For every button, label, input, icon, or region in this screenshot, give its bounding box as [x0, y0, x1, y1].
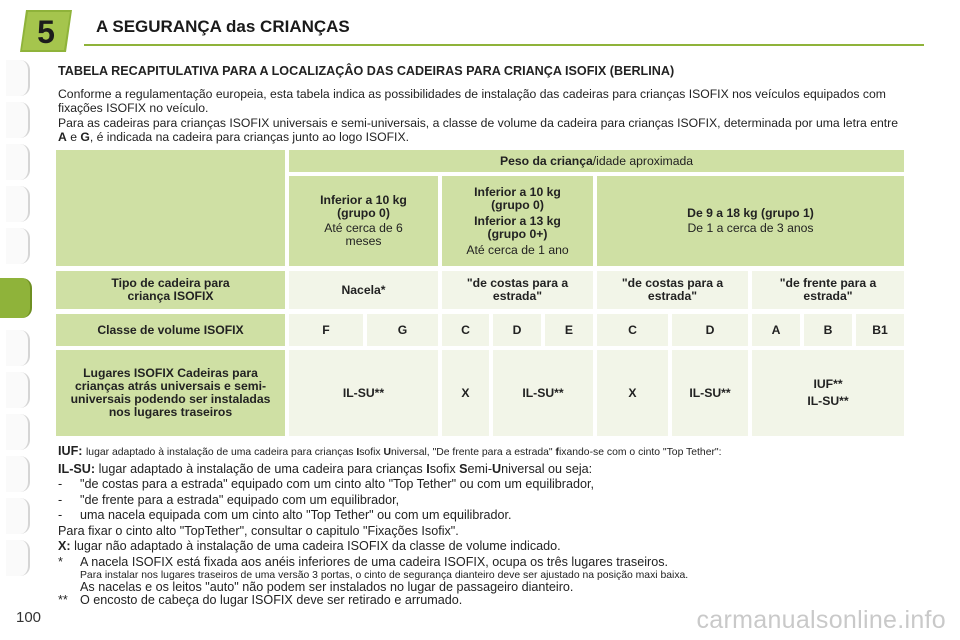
- table-corner-cell: [56, 150, 285, 266]
- group-0-cell: [289, 176, 438, 266]
- bullet-item: [58, 508, 918, 524]
- chapter-number: 5: [37, 14, 55, 50]
- note-letter: U: [383, 447, 391, 458]
- chapter-tabs: [0, 0, 36, 640]
- note-ilsu: [58, 462, 918, 478]
- weight-header-bold: Peso da criança: [499, 153, 593, 168]
- note-letter: f: [555, 447, 559, 458]
- chapter-tab[interactable]: [6, 330, 30, 366]
- note-star1: [58, 555, 918, 571]
- chapter-tab[interactable]: [6, 144, 30, 180]
- group-0-title: Inferior a 10 kg (grupo 0): [320, 193, 407, 220]
- chapter-number-badge: [20, 8, 74, 54]
- chapter-tab[interactable]: [6, 102, 30, 138]
- note-letter: S: [459, 461, 468, 476]
- note-iuf-label: IUF:: [58, 444, 83, 458]
- type-cell: "de costas para a estrada": [597, 271, 748, 309]
- weight-header-rest: /idade aproximada: [592, 153, 694, 168]
- group-0-plus-title-2: Inferior a 13 kg (grupo 0+): [474, 213, 561, 241]
- footnote-mark: **: [58, 593, 68, 607]
- seat-cell: IL-SU**: [672, 350, 748, 436]
- note-x-label: X:: [58, 539, 71, 553]
- note-text: sofix: [429, 461, 460, 476]
- bullet-text: uma nacela equipada com um cinto alto "Top Tether" ou com um equilibrador.: [80, 508, 512, 522]
- note-text: A nacela ISOFIX está fixada aos anéis inferiores de uma cadeira ISOFIX, ocupa os três lugares traseiros.: [80, 554, 669, 569]
- note-text: niversal, "De frente para a estrada": [391, 447, 556, 458]
- note-letter: I: [426, 461, 430, 476]
- class-cell: B1: [856, 314, 904, 346]
- watermark: carmanualsonline.info: [696, 606, 946, 634]
- seat-iuf: IUF**: [813, 377, 843, 391]
- group-0-plus-sub: Até cerca de 1 ano: [466, 242, 569, 257]
- weight-header: [289, 150, 904, 172]
- note-text: emi-: [467, 461, 493, 476]
- bullet-text: "de costas para a estrada" equipado com um cinto alto "Top Tether" ou com um equilibrador,: [80, 477, 594, 491]
- chapter-tab[interactable]: [6, 540, 30, 576]
- note-toptether: Para fixar o cinto alto "TopTether", consultar o capitulo "Fixações Isofix".: [58, 523, 459, 538]
- intro-text: e: [66, 129, 81, 144]
- seat-cell-front: [752, 350, 904, 436]
- group-1-title: De 9 a 18 kg (grupo 1): [687, 206, 814, 220]
- note-text: ixando-se com o cinto "Top Tether":: [558, 447, 722, 458]
- chapter-tab[interactable]: [6, 456, 30, 492]
- type-cell: Nacela*: [289, 271, 438, 309]
- intro-paragraph-2: [58, 117, 904, 144]
- intro-text: , é indicada na cadeira para crianças junto ao logo ISOFIX.: [89, 129, 409, 144]
- class-cell: E: [545, 314, 593, 346]
- isofix-table: [56, 150, 906, 438]
- bullet-item: [58, 477, 918, 493]
- class-cell: B: [804, 314, 852, 346]
- group-1-cell: [597, 176, 904, 266]
- row-label-type: [56, 271, 285, 309]
- chapter-tab[interactable]: [6, 186, 30, 222]
- seat-cell: X: [442, 350, 489, 436]
- row-label-seats-text: Lugares ISOFIX Cadeiras para crianças atrás universais e semi-universais podendo ser instaladas nos lugares traseiros: [70, 366, 271, 419]
- note-text: O encosto de cabeça do lugar ISOFIX deve ser retirado e arrumado.: [80, 593, 463, 607]
- chapter-tab[interactable]: [6, 414, 30, 450]
- chapter-title: A SEGURANÇA das CRIANÇAS: [96, 17, 350, 36]
- footnote-mark: *: [58, 554, 63, 569]
- chapter-tab[interactable]: [6, 372, 30, 408]
- row-label-class: Classe de volume ISOFIX: [56, 314, 285, 346]
- note-text: sofix: [359, 447, 384, 458]
- group-0-sub: Até cerca de 6 meses: [324, 221, 403, 248]
- seat-ilsu: IL-SU**: [807, 394, 849, 408]
- group-0-plus-title-1: Inferior a 10 kg (grupo 0): [474, 184, 561, 212]
- class-cell: D: [493, 314, 541, 346]
- note-x: [58, 539, 918, 555]
- intro-letter-a: A: [58, 129, 67, 144]
- row-label-type-text: Tipo de cadeira para criança ISOFIX: [111, 276, 230, 303]
- chapter-tab[interactable]: [6, 60, 30, 96]
- page-number: 100: [16, 609, 42, 626]
- note-letter: I: [356, 447, 360, 458]
- class-cell: C: [597, 314, 668, 346]
- page-title: TABELA RECAPITULATIVA PARA A LOCALIZAÇÂO DAS CADEIRAS PARA CRIANÇA ISOFIX (BERLINA): [58, 64, 675, 78]
- type-cell: "de frente para a estrada": [752, 271, 904, 309]
- intro-paragraph-1: Conforme a regulamentação europeia, esta tabela indica as possibilidades de instalação das cadeiras para crianças ISOFIX nos veículos equipados com fixações ISOFIX no veículo.: [58, 87, 886, 115]
- group-0-plus-cell: [442, 176, 593, 266]
- class-cell: A: [752, 314, 800, 346]
- bullet-mark: -: [58, 477, 63, 491]
- bullet-mark: -: [58, 492, 63, 507]
- note-star1-line2: Para instalar nos lugares traseiros de uma versão 3 portas, o cinto de segurança dianteiro deve ser ajustado na posição maxi baixa.: [80, 570, 689, 581]
- seat-cell: IL-SU**: [493, 350, 593, 436]
- type-cell: "de costas para a estrada": [442, 271, 593, 309]
- chapter-tab[interactable]: [6, 228, 30, 264]
- note-ilsu-label: IL-SU:: [58, 461, 96, 476]
- note-star1-line3: As nacelas e os leitos "auto" não podem ser instalados no lugar de passageiro dianteiro.: [80, 580, 574, 594]
- class-cell: G: [367, 314, 438, 346]
- note-text: lugar adaptado à instalação de uma cadeira para crianças: [95, 461, 427, 476]
- chapter-tab-active[interactable]: [0, 278, 32, 318]
- legend-notes: [58, 444, 918, 607]
- seat-cell: IL-SU**: [289, 350, 438, 436]
- note-letter: U: [492, 461, 502, 476]
- bullet-text: "de frente para a estrada" equipado com um equilibrador,: [80, 492, 400, 507]
- class-cell: C: [442, 314, 489, 346]
- note-text: niversal ou seja:: [501, 461, 593, 476]
- intro-letter-g: G: [80, 129, 90, 144]
- bullet-mark: -: [58, 508, 63, 522]
- seat-cell: X: [597, 350, 668, 436]
- class-cell: D: [672, 314, 748, 346]
- intro-text: Para as cadeiras para crianças ISOFIX universais e semi-universais, a classe de volume da cadeira para crianças ISOFIX, determinada por uma letra entre: [58, 116, 898, 130]
- class-cell: F: [289, 314, 363, 346]
- note-text: lugar adaptado à instalação de uma cadeira para crianças: [85, 447, 357, 458]
- chapter-tab[interactable]: [6, 498, 30, 534]
- row-label-seats: [56, 350, 285, 436]
- note-text: lugar não adaptado à instalação de uma cadeira ISOFIX da classe de volume indicado.: [70, 539, 561, 553]
- bullet-item: [58, 493, 918, 509]
- header-divider: [84, 44, 924, 46]
- group-1-sub: De 1 a cerca de 3 anos: [687, 221, 814, 235]
- note-iuf: [58, 444, 918, 460]
